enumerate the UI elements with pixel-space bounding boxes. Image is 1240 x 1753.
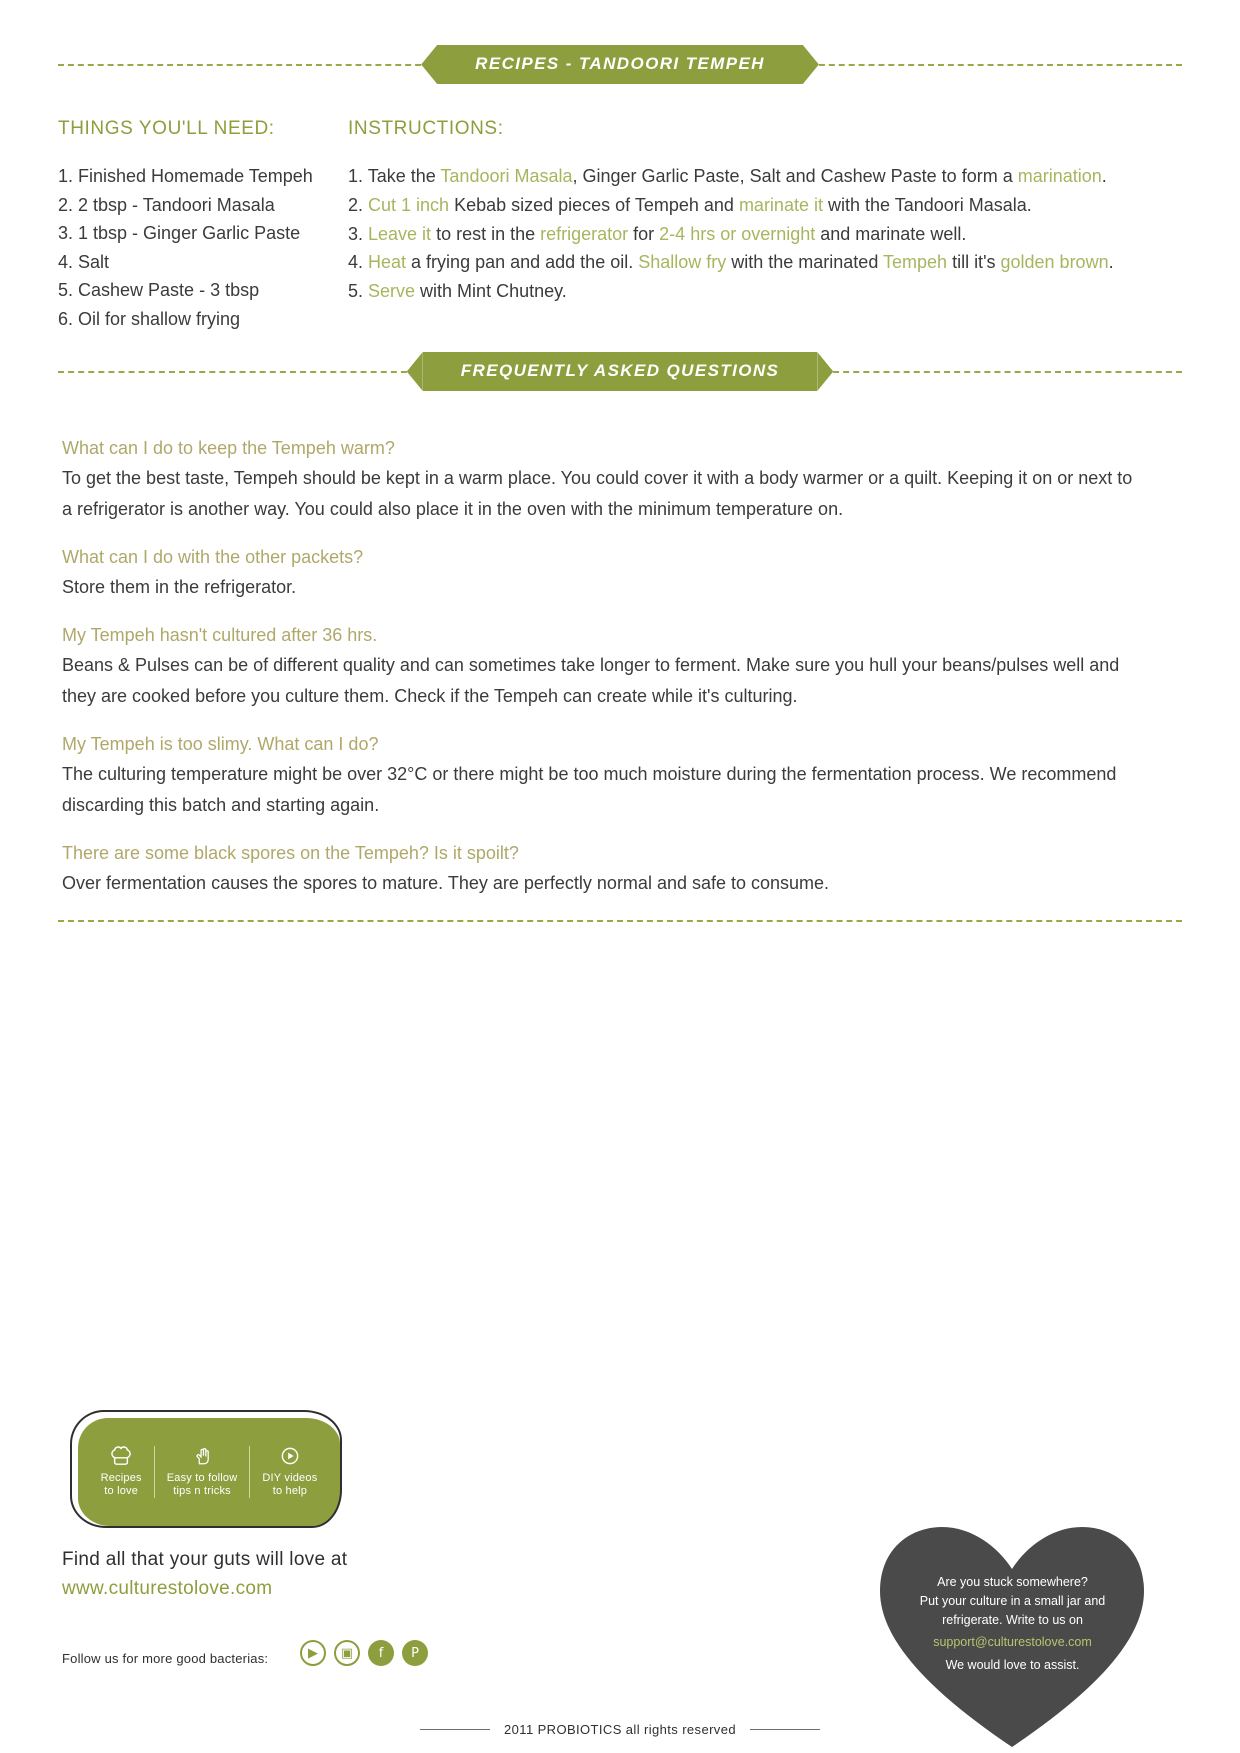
play-video-icon — [262, 1446, 317, 1466]
instruction-step — [348, 277, 1148, 306]
follow-label: Follow us for more good bacterias: — [62, 1651, 269, 1666]
recipe-columns — [58, 118, 1188, 333]
highlight-text: Tempeh — [883, 252, 948, 273]
badge-line-1: DIY videos — [262, 1472, 318, 1484]
instructions-list — [348, 162, 1148, 306]
recipe-banner: RECIPES - TANDOORI TEMPEH — [437, 45, 803, 84]
step-text: , Ginger Garlic Paste, Salt and Cashew Paste to form a — [572, 166, 1018, 186]
step-number: 3. — [348, 223, 369, 244]
highlight-text: marination — [1017, 166, 1102, 186]
facebook-icon[interactable]: f — [368, 1640, 394, 1666]
youtube-icon[interactable]: ▶ — [300, 1640, 326, 1666]
ingredient-item: 4. Salt — [58, 251, 110, 272]
step-text: till it's — [947, 252, 1001, 273]
badge-item — [154, 1446, 250, 1498]
heart-text — [880, 1573, 1145, 1675]
copyright-rule-left — [420, 1729, 490, 1730]
step-text: and marinate well. — [815, 223, 967, 244]
highlight-text: golden brown — [1000, 252, 1109, 273]
step-text: with the marinated — [726, 252, 884, 273]
faq-answer: To get the best taste, Tempeh should be kept in a warm place. You could cover it with a body warmer or a quilt. Keeping it on or next to a refrigerator is another way. You could also place it in the oven with the minimum temperature on. — [62, 468, 1133, 519]
step-text: with the Tandoori Masala. — [822, 194, 1032, 215]
step-number: 1. — [348, 166, 368, 186]
highlight-text: 2-4 hrs or overnight — [659, 223, 816, 244]
step-number: 2. — [348, 194, 369, 215]
faq-banner-row — [58, 352, 1182, 391]
heart-line-4: We would love to assist. — [945, 1658, 1080, 1672]
recipe-banner-row — [58, 45, 1182, 84]
heart-line-3: refrigerate. Write to us on — [942, 1613, 1083, 1627]
highlight-text: Heat — [368, 252, 407, 273]
badge-line-2: tips n tricks — [173, 1485, 231, 1497]
social-icons — [300, 1640, 428, 1666]
highlight-text: Tandoori Masala — [440, 166, 573, 186]
recipe-section — [58, 118, 1188, 333]
instagram-icon[interactable]: ▣ — [334, 1640, 360, 1666]
copyright-rule-right — [750, 1729, 820, 1730]
instruction-step — [348, 191, 1148, 220]
step-text: with Mint Chutney. — [415, 281, 567, 302]
badge-blob — [78, 1418, 340, 1526]
faq-banner: FREQUENTLY ASKED QUESTIONS — [423, 352, 818, 391]
ingredient-item: 1. Finished Homemade Tempeh — [58, 166, 313, 186]
find-line: Find all that your guts will love at — [62, 1549, 348, 1570]
faq-answer: Over fermentation causes the spores to mature. They are perfectly normal and safe to consume. — [62, 873, 830, 893]
pinterest-icon[interactable]: P — [402, 1640, 428, 1666]
step-text: a frying pan and add the oil. — [406, 252, 639, 273]
dashed-rule-right-2 — [823, 371, 1182, 373]
ingredient-item: 3. 1 tbsp - Ginger Garlic Paste — [58, 223, 301, 243]
badge-line-2: to love — [104, 1485, 139, 1497]
highlight-text: Cut 1 inch — [368, 194, 450, 215]
highlight-text: Serve — [368, 281, 416, 302]
website-link[interactable]: www.culturestolove.com — [62, 1578, 273, 1599]
highlight-text: Leave it — [368, 223, 432, 244]
faq-section — [62, 438, 1182, 899]
badge-line-1: Easy to follow — [166, 1472, 238, 1484]
dashed-rule-left-2 — [58, 371, 417, 373]
faq-question: There are some black spores on the Tempeh? Is it spoilt? — [62, 843, 519, 863]
ingredients-heading: THINGS YOU'LL NEED: — [58, 118, 275, 139]
faq-answer: The culturing temperature might be over 32°C or there might be too much moisture during the fermentation process. We recommend discarding this batch and starting again. — [62, 764, 1117, 815]
ingredients-column — [58, 118, 348, 333]
step-number: 4. — [348, 252, 369, 273]
step-text: Take the — [367, 166, 441, 186]
faq-answer: Store them in the refrigerator. — [62, 577, 297, 597]
faq-question: What can I do with the other packets? — [62, 547, 364, 567]
highlight-text: Shallow fry — [638, 252, 727, 273]
instructions-column — [348, 118, 1148, 333]
dashed-rule-right — [809, 64, 1182, 66]
badge-item — [249, 1446, 329, 1498]
footer-divider — [58, 920, 1182, 922]
copyright-text: 2011 PROBIOTICS all rights reserved — [504, 1722, 736, 1737]
chef-hat-icon — [101, 1446, 142, 1466]
badge-line-2: to help — [272, 1485, 308, 1497]
step-text: to rest in the — [431, 223, 541, 244]
instruction-step — [348, 162, 1148, 191]
hand-tips-icon — [167, 1446, 238, 1466]
support-email-link[interactable]: support@culturestolove.com — [933, 1635, 1092, 1649]
badge-items — [89, 1446, 330, 1498]
instruction-step — [348, 220, 1148, 249]
copyright-row — [0, 1718, 1240, 1737]
step-text: . — [1101, 166, 1107, 186]
ingredients-list — [58, 162, 348, 333]
heart-line-1: Are you stuck somewhere? — [937, 1575, 1088, 1589]
heart-line-2: Put your culture in a small jar and — [919, 1594, 1106, 1608]
faq-question: What can I do to keep the Tempeh warm? — [62, 438, 395, 458]
highlight-text: refrigerator — [540, 223, 629, 244]
step-number: 5. — [348, 281, 369, 302]
badge-line-1: Recipes — [100, 1472, 142, 1484]
faq-question: My Tempeh is too slimy. What can I do? — [62, 734, 379, 754]
faq-answer: Beans & Pulses can be of different quality and can sometimes take longer to ferment. Make sure you hull your beans/pulses well and they are cooked before you culture them. Check if the Tempeh can create while it's culturing. — [62, 655, 1120, 706]
ingredient-item: 5. Cashew Paste - 3 tbsp — [58, 280, 260, 300]
instructions-heading: INSTRUCTIONS: — [348, 118, 504, 139]
step-text: Kebab sized pieces of Tempeh and — [449, 194, 739, 215]
ingredient-item: 6. Oil for shallow frying — [58, 308, 241, 329]
instruction-step — [348, 248, 1148, 277]
ingredient-item: 2. 2 tbsp - Tandoori Masala — [58, 194, 275, 215]
highlight-text: marinate it — [738, 194, 823, 215]
dashed-rule-left — [58, 64, 431, 66]
step-text: . — [1108, 252, 1114, 273]
faq-question: My Tempeh hasn't cultured after 36 hrs. — [62, 625, 378, 645]
step-text: for — [628, 223, 660, 244]
badge-item — [89, 1446, 154, 1498]
